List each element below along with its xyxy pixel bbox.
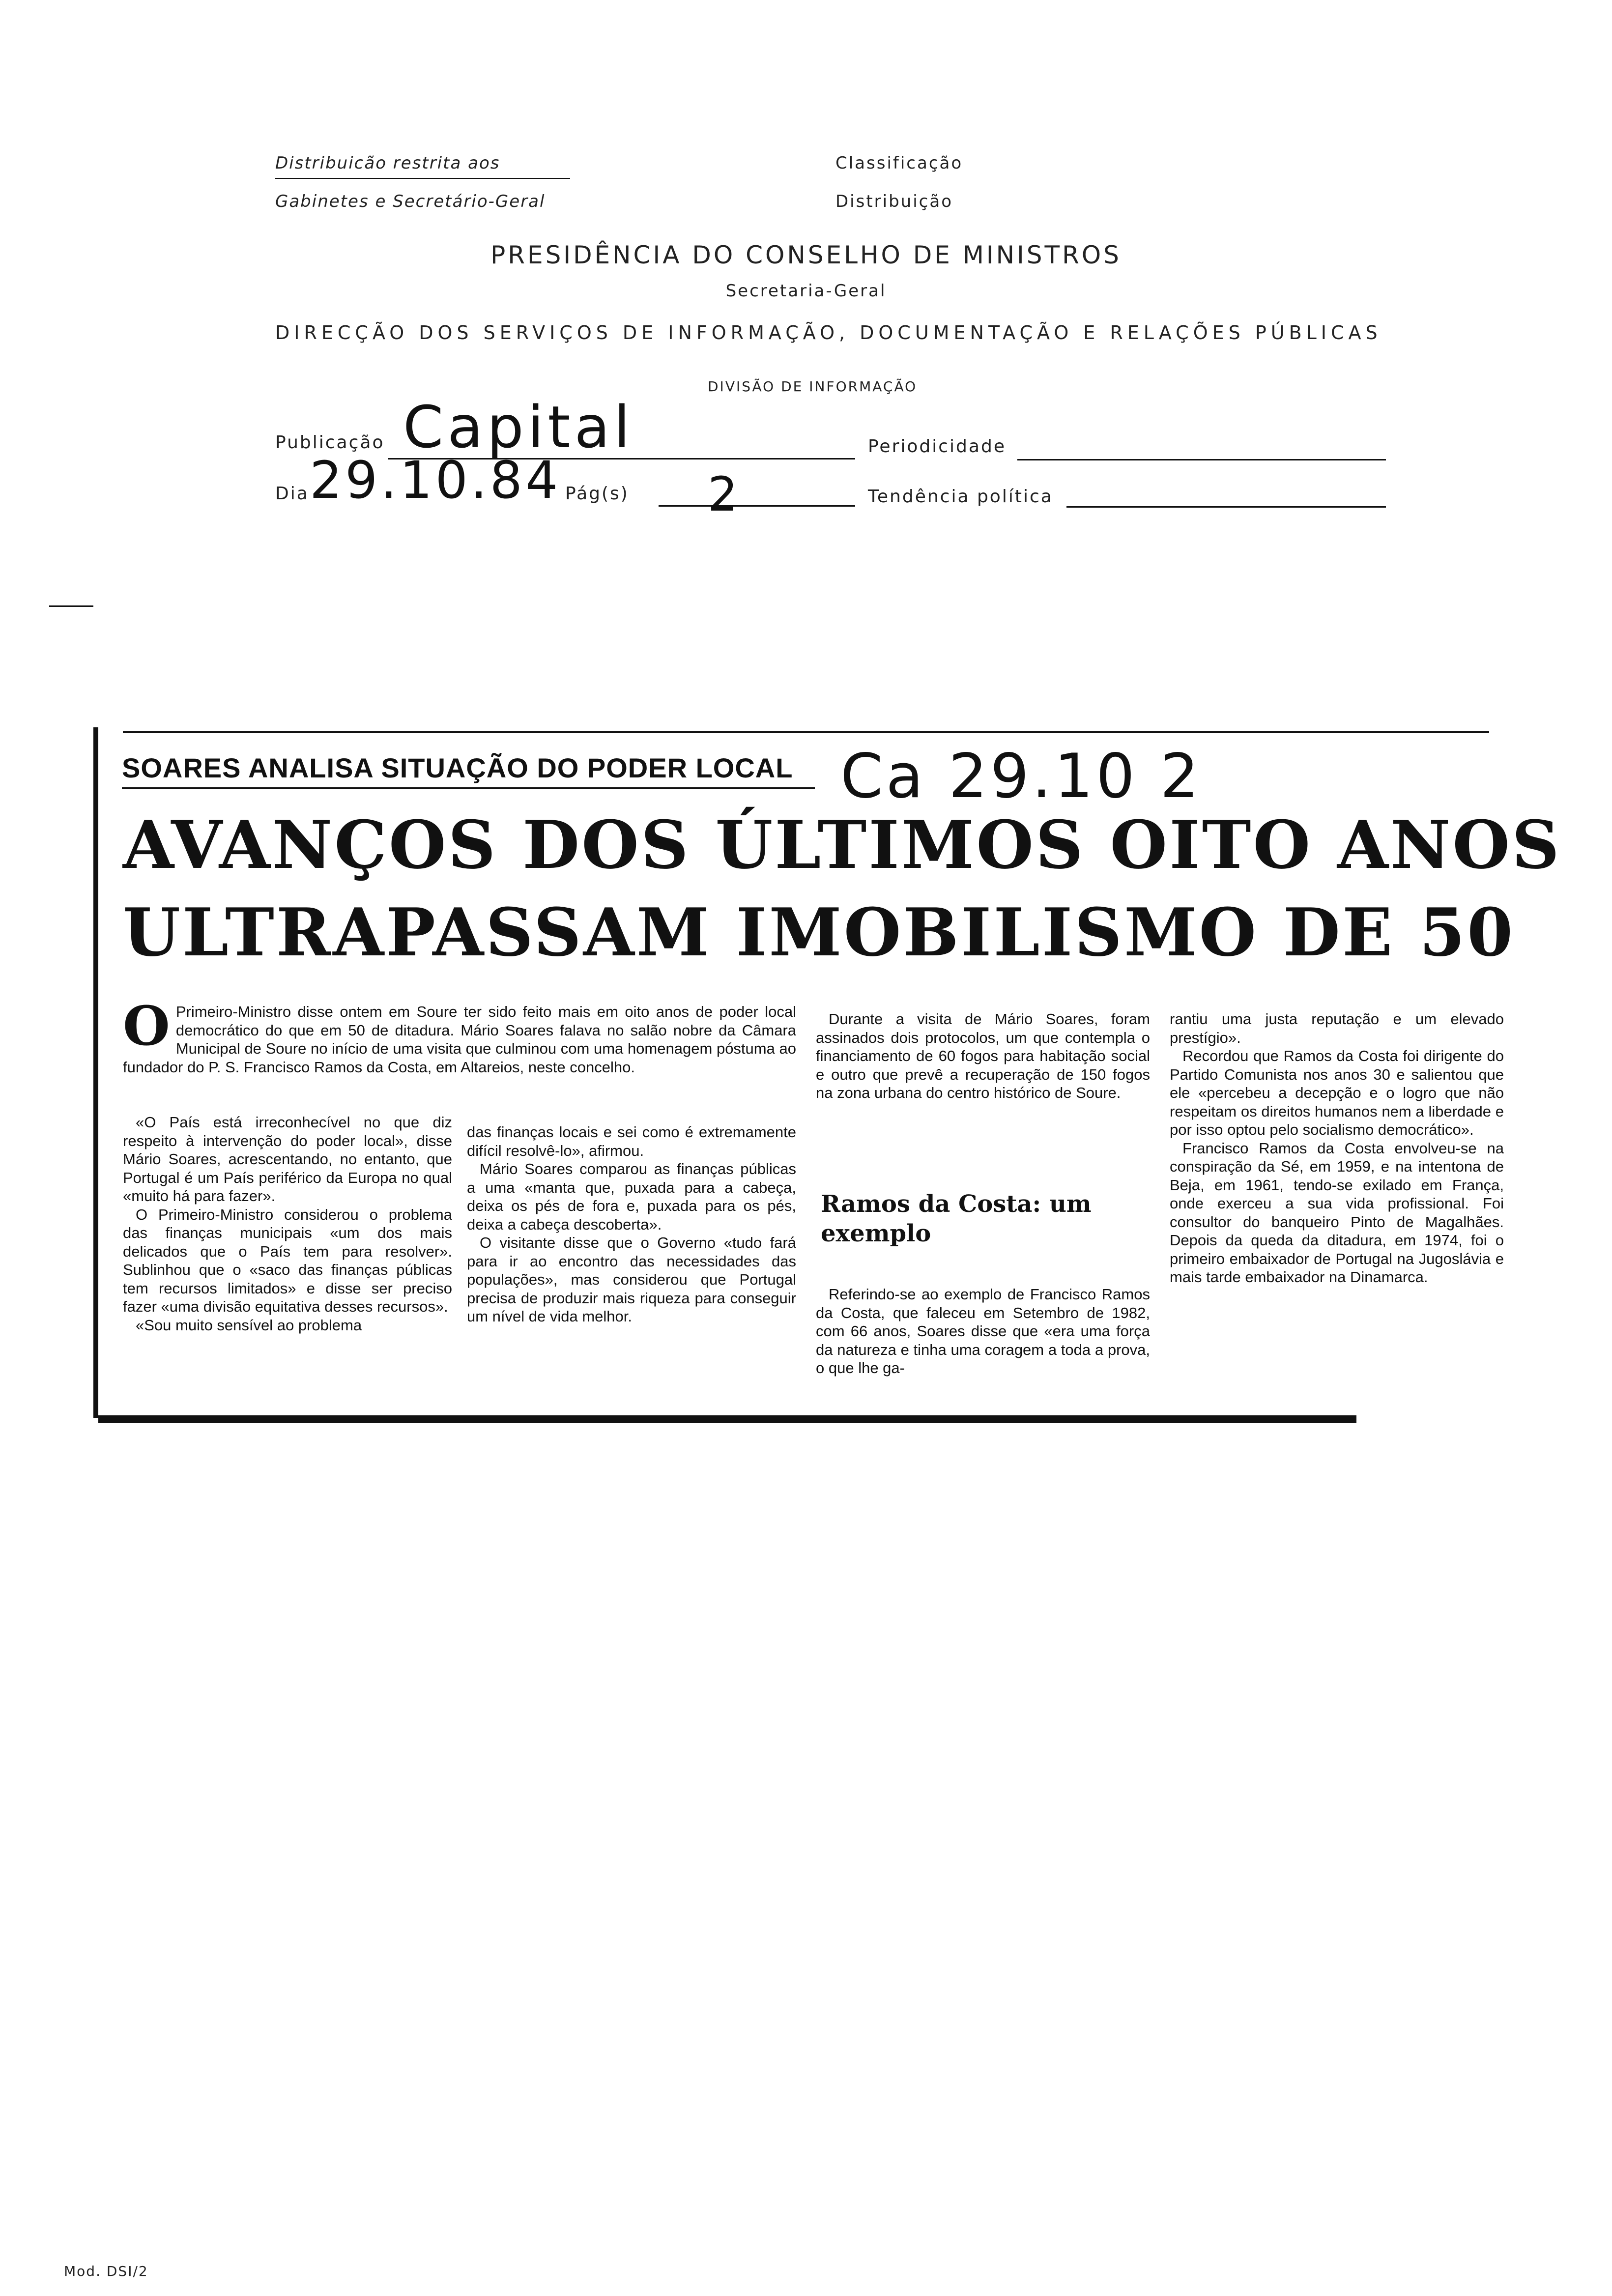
clipping-bottom-rule bbox=[98, 1415, 1356, 1423]
pags-handwritten: 2 bbox=[708, 467, 738, 522]
column-1-paragraph: O Primeiro-Ministro considerou o problema das finanças municipais «um dos mais delicados que o País tem para resolver». Sublinhou que o «saco das finanças públicas tem recursos limitados» e disse ser preciso fazer «uma divisão equitativa desses recursos». bbox=[123, 1205, 452, 1315]
directorate-title: DIRECÇÃO DOS SERVIÇOS DE INFORMAÇÃO, DOCUMENTAÇÃO E RELAÇÕES PÚBLICAS bbox=[275, 322, 1382, 344]
column-3-paragraph: Durante a visita de Mário Soares, foram assinados dois protocolos, um que contempla o financiamento de 60 fogos para habitação social e outro que prevê a recuperação de 150 fogos na zona urbana do centro histórico de Soure. bbox=[816, 1010, 1150, 1101]
distribution-underline-1 bbox=[275, 178, 570, 179]
classificacao-label: Classificação bbox=[835, 153, 963, 173]
column-2-paragraph: Mário Soares comparou as finanças públicas a uma «manta que, puxada para a cabeça, deixa os pés de fora e, puxada para os pés, deixa a cabeça descoberta». bbox=[467, 1160, 796, 1233]
subheading: Ramos da Costa: um exemplo bbox=[821, 1190, 1092, 1247]
org-title: PRESIDÊNCIA DO CONSELHO DE MINISTROS bbox=[490, 241, 1122, 269]
form-code: Mod. DSI/2 bbox=[64, 2263, 148, 2279]
article-column-2 bbox=[467, 1123, 796, 1326]
column-1-paragraph: «Sou muito sensível ao problema bbox=[136, 1316, 362, 1334]
org-subtitle: Secretaria-Geral bbox=[725, 281, 887, 301]
periodicidade-label: Periodicidade bbox=[868, 436, 1006, 457]
headline-line1: AVANÇOS DOS ÚLTIMOS OITO ANOS bbox=[123, 806, 1561, 884]
column-2-paragraph: O visitante disse que o Governo «tudo fará para ir ao encontro das necessidades das populações», mas considerou que Portugal precisa de produzir mais riqueza para conseguir um nível de vida melhor. bbox=[467, 1234, 796, 1325]
pags-label: Pág(s) bbox=[565, 484, 629, 504]
tendencia-line bbox=[1066, 506, 1386, 508]
distribution-note-line1: Distribuicão restrita aos bbox=[275, 153, 500, 173]
column-4-paragraph: Francisco Ramos da Costa envolveu-se na conspiração da Sé, em 1959, e na intentona de Beja, em 1961, tendo-se exilado em França, onde exerceu a sua vida profissional. Foi consultor do banqueiro Pinto de Magalhães. Depois da queda da ditadura, em 1974, foi o primeiro embaixador de Portugal na Jugoslávia e mais tarde embaixador na Dinamarca. bbox=[1170, 1139, 1504, 1286]
lead-paragraph bbox=[123, 994, 796, 1076]
article-column-3-top bbox=[816, 1010, 1150, 1102]
column-1-paragraph: «O País está irreconhecível no que diz respeito à intervenção do poder local», disse Mário Soares, acrescentando, no entanto, que Portugal é um País periférico da Europa no qual «muito há para fazer». bbox=[123, 1114, 452, 1205]
publicacao-label: Publicação bbox=[275, 432, 385, 453]
column-4-paragraph: Recordou que Ramos da Costa foi dirigente do Partido Comunista nos anos 30 e salientou que ele «percebeu a decepção e o logro que não respeitam os direitos humanos nem a liberdade e por isso optou pelo socialismo democrático». bbox=[1170, 1047, 1504, 1138]
column-2-paragraph: das finanças locais e sei como é extremamente difícil resolvê-lo», afirmou. bbox=[467, 1123, 796, 1159]
drop-cap: O bbox=[123, 994, 170, 1058]
margin-mark bbox=[49, 605, 93, 607]
kicker: SOARES ANALISA SITUAÇÃO DO PODER LOCAL bbox=[122, 752, 793, 783]
column-4-paragraph: rantiu uma justa reputação e um elevado prestígio». bbox=[1170, 1010, 1504, 1046]
article-column-3-bottom bbox=[816, 1285, 1150, 1378]
distribuicao-label: Distribuição bbox=[835, 192, 953, 211]
pags-line bbox=[659, 505, 855, 507]
division-label: DIVISÃO DE INFORMAÇÃO bbox=[708, 378, 918, 395]
periodicidade-line bbox=[1017, 459, 1386, 460]
distribution-note-line2: Gabinetes e Secretário-Geral bbox=[275, 192, 546, 211]
handwritten-reference: Ca 29.10 2 bbox=[840, 741, 1202, 812]
column-3-paragraph: Referindo-se ao exemplo de Francisco Ramos da Costa, que faleceu em Setembro de 1982, com 66 anos, Soares disse que «era uma força da natureza e tinha uma coragem a toda a prova, o que lhe ga- bbox=[816, 1286, 1150, 1377]
kicker-underline bbox=[122, 787, 815, 789]
article-column-4 bbox=[1170, 1010, 1504, 1287]
publicacao-handwritten: Capital bbox=[403, 393, 634, 461]
tendencia-label: Tendência política bbox=[868, 487, 1053, 507]
dia-handwritten: 29.10.84 bbox=[310, 450, 561, 510]
headline-line2: ULTRAPASSAM IMOBILISMO DE 50 bbox=[123, 893, 1515, 971]
article-column-1 bbox=[123, 1113, 452, 1334]
lead-text: Primeiro-Ministro disse ontem em Soure ter sido feito mais em oito anos de poder local democrático do que em 50 de ditadura. Mário Soares falava no salão nobre da Câmara Municipal de Soure no início de uma visita que culminou com uma homenagem póstuma ao fundador do P. S. Francisco Ramos da Costa, em Altareios, neste concelho. bbox=[123, 1003, 796, 1076]
clipping-top-rule bbox=[123, 731, 1489, 733]
clipping-left-border bbox=[93, 727, 98, 1418]
dia-label: Dia bbox=[275, 484, 309, 504]
